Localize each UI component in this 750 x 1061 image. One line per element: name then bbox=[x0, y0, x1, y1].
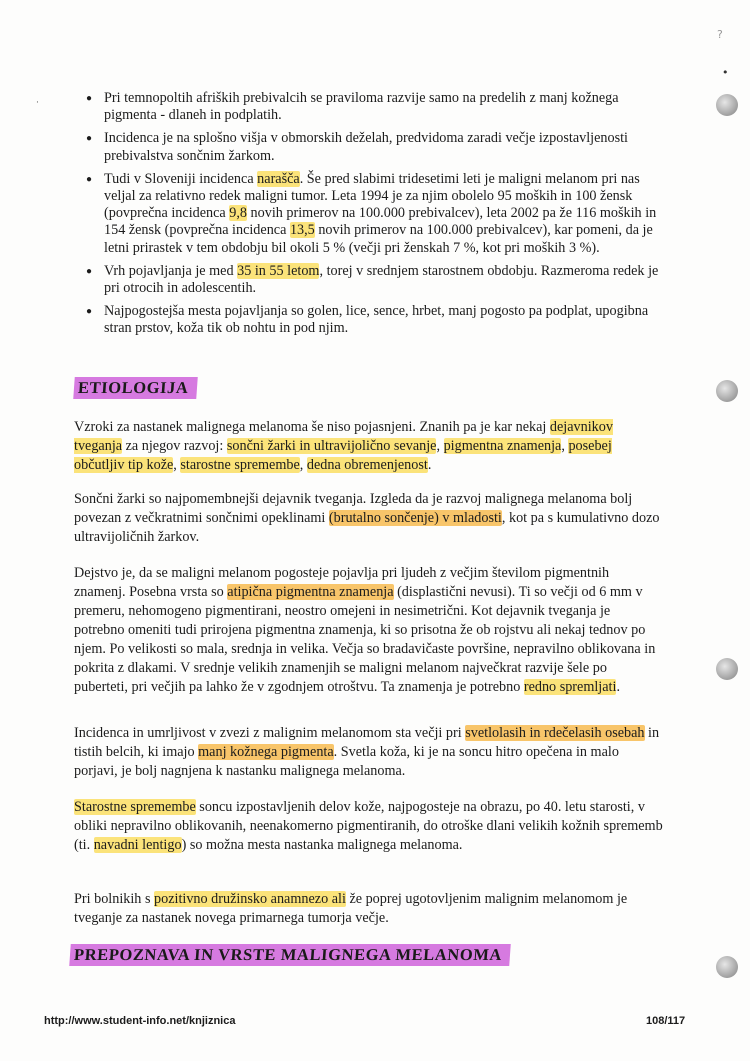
highlight: redno spremljati bbox=[523, 679, 617, 695]
highlight: svetlolasih in rdečelasih osebah bbox=[465, 725, 645, 741]
paragraph: Starostne spremembe soncu izpostavljenih delov kože, najpogosteje na obrazu, po 40. letu starosti, v obliki nepravilno oblikovanih, neenakomerno pigmentiranih, do otroške dlani velikih kožnih sprememb (ti. navadni lentigo) so možna mesta nastanka malignega melanoma. bbox=[74, 799, 663, 853]
scan-dot: · bbox=[36, 98, 39, 108]
highlight: starostne spremembe bbox=[180, 457, 300, 473]
highlight: (brutalno sončenje) v mladosti bbox=[328, 510, 502, 526]
punch-hole bbox=[716, 658, 738, 680]
highlight: dedna obremenjenost bbox=[306, 457, 428, 473]
paragraph: Incidenca in umrljivost v zvezi z malignim melanomom sta večji pri svetlolasih in rdečelasih osebah in tistih belcih, ki imajo manj kožnega pigmenta. Svetla koža, ki je na soncu hitro opečena in malo porjavi, je bolj nagnjena k nastanku malignega melanoma. bbox=[74, 725, 660, 779]
punch-hole bbox=[716, 956, 738, 978]
highlight: atipična pigmentna znamenja bbox=[227, 584, 394, 600]
bullet-item: ● Najpogostejša mesta pojavljanja so golen, lice, sence, hrbet, manj pogosto pa podplat, upogibna stran prstov, koža tik ob nohtu in pod njim. bbox=[74, 303, 664, 337]
paragraph: Sončni žarki so najpomembnejši dejavnik tveganja. Izgleda da je razvoj malignega melanoma bolj povezan z večkratnimi sončnimi opeklinami (brutalno sončenje) v mladosti, kot pa s kumulativno dozo ultravijoličnih žarkov. bbox=[74, 491, 660, 545]
section-heading-recognition: PREPOZNAVA IN VRSTE MALIGNEGA MELANOMA bbox=[69, 944, 511, 966]
highlight: posebej občutljiv tip kože bbox=[74, 438, 612, 473]
paragraph: Dejstvo je, da se maligni melanom pogosteje pojavlja pri ljudeh z večjim številom pigmentnih znamenj. Posebna vrsta so atipična pigmentna znamenja (displastični nevusi). Ti so večji od 6 mm v premeru, nehomogeno pigmentirani, neostro omejeni in nesimetrični. Kot dejavnik tveganja je potrebno omeniti tudi prirojena pigmentna znamenja, ki so prisotna že ob rojstvu ali nekaj tednov po njem. Po velikosti so mala, srednja in velika. Večja so bradavičaste površine, nepravilno oblikovana in pokrita z dlakami. V srednje velikih znamenjih se maligni melanom največkrat razvije šele po puberteti, pri večjih pa lahko že v zgodnjem otroštvu. Ta znamenja je potrebno redno spremljati. bbox=[74, 565, 656, 695]
highlight: 9,8 bbox=[229, 205, 247, 222]
highlight: narašča bbox=[257, 170, 300, 187]
highlight: pigmentna znamenja bbox=[443, 438, 562, 454]
paragraph: Vzroki za nastanek malignega melanoma še niso pojasnjeni. Znanih pa je kar nekaj dejavnikov tveganja za njegov razvoj: sončni žarki in ultravijolično sevanje, pigmentna znamenja, posebej občutljiv tip kože, starostne spremembe, dedna obremenjenost. bbox=[74, 419, 613, 473]
scan-mark: ? bbox=[717, 28, 723, 41]
footer-url: http://www.student-info.net/knjiznica bbox=[44, 1015, 236, 1027]
page-number: 108/117 bbox=[646, 1015, 686, 1027]
section-heading-etiology: ETIOLOGIJA bbox=[73, 377, 197, 399]
punch-hole bbox=[716, 380, 738, 402]
highlight: dejavnikov tveganja bbox=[74, 419, 613, 454]
highlight: manj kožnega pigmenta bbox=[198, 744, 334, 760]
highlight: navadni lentigo bbox=[93, 837, 182, 853]
bullet-list bbox=[74, 90, 664, 344]
scan-dot: • bbox=[722, 66, 729, 79]
punch-hole bbox=[716, 94, 738, 116]
highlight: 13,5 bbox=[289, 222, 315, 239]
bullet-item: ● Tudi v Sloveniji incidenca narašča. Še pred slabimi tridesetimi leti je maligni melanom pri nas veljal za relativno redek maligni tumor. Leta 1994 je za njim obolelo 95 moških in 100 žensk (povprečna incidenca 9,8 novih primerov na 100.000 prebivalcev), leta 2002 pa že 116 moških in 154 žensk (povprečna incidenca 13,5 novih primerov na 100.000 prebivalcev), kar pomeni, da je letni prirastek v tem obdobju bil okoli 5 % (večji pri ženskah 7 %, kot pri moških 3 %). bbox=[74, 171, 664, 257]
bullet-item: ● Incidenca je na splošno višja v obmorskih deželah, predvidoma zaradi večje izpostavljenosti prebivalstva sončnim žarkom. bbox=[74, 130, 664, 164]
highlight: pozitivno družinsko anamnezo ali bbox=[154, 891, 346, 907]
paragraph: Pri bolnikih s pozitivno družinsko anamnezo ali že poprej ugotovljenim malignim melanomom je tveganje za nastanek novega primarnega tumorja večje. bbox=[74, 891, 628, 926]
highlight: 35 in 55 letom bbox=[237, 262, 320, 279]
bullet-item: ● Pri temnopoltih afriških prebivalcih se praviloma razvije samo na predelih z manj kožnega pigmenta - dlaneh in podplatih. bbox=[74, 90, 664, 124]
highlight: Starostne spremembe bbox=[74, 799, 196, 815]
highlight: sončni žarki in ultravijolično sevanje bbox=[226, 438, 437, 454]
bullet-item: ● Vrh pojavljanja je med 35 in 55 letom, torej v srednjem starostnem obdobju. Razmeroma redek je pri otrocih in adolescentih. bbox=[74, 263, 664, 297]
